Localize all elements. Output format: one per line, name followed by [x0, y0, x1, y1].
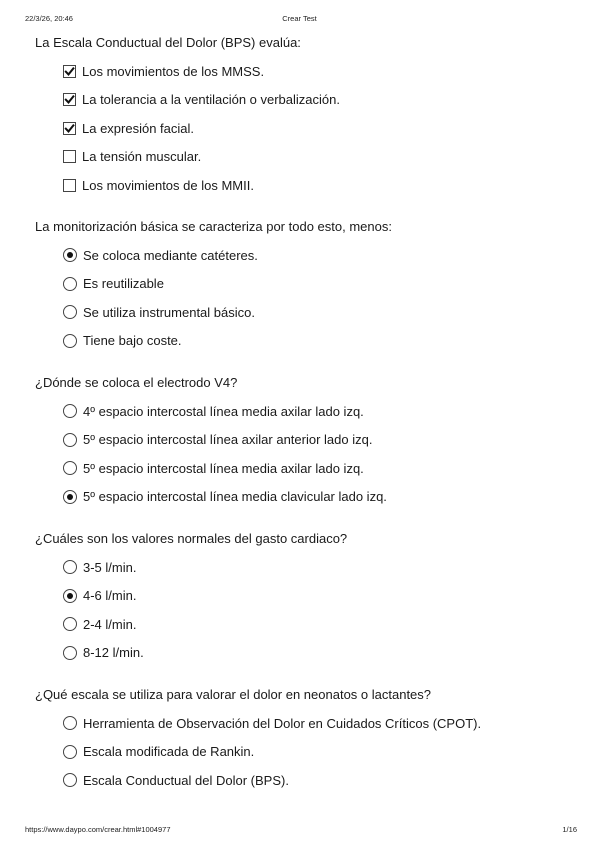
answer-option[interactable]	[63, 57, 579, 86]
radio-selected-icon[interactable]	[63, 248, 77, 262]
option-label: Los movimientos de los MMSS.	[82, 63, 265, 79]
checkbox-icon[interactable]	[63, 150, 76, 163]
option-label: 2-4 l/min.	[83, 616, 137, 632]
answer-option[interactable]	[63, 709, 579, 738]
answer-option[interactable]	[63, 738, 579, 767]
checkbox-checked-icon[interactable]	[63, 65, 76, 78]
option-label: 3-5 l/min.	[83, 559, 137, 575]
option-label: 4-6 l/min.	[83, 588, 137, 604]
radio-icon[interactable]	[63, 745, 77, 759]
question-4	[35, 531, 579, 667]
option-label: Se utiliza instrumental básico.	[83, 304, 255, 320]
checkbox-icon[interactable]	[63, 179, 76, 192]
option-label: Tiene bajo coste.	[83, 333, 182, 349]
radio-icon[interactable]	[63, 334, 77, 348]
question-text: ¿Cuáles son los valores normales del gasto cardiaco?	[35, 531, 348, 546]
question-5	[35, 687, 579, 795]
question-text: ¿Qué escala se utiliza para valorar el dolor en neonatos o lactantes?	[35, 687, 432, 702]
radio-icon[interactable]	[63, 404, 77, 418]
option-label: 8-12 l/min.	[83, 645, 144, 661]
radio-icon[interactable]	[63, 461, 77, 475]
answer-option[interactable]	[63, 610, 579, 639]
page-number: 1/16	[562, 825, 577, 834]
answer-option[interactable]	[63, 766, 579, 795]
option-label: 4º espacio intercostal línea media axilar lado izq.	[83, 403, 364, 419]
radio-icon[interactable]	[63, 617, 77, 631]
radio-icon[interactable]	[63, 646, 77, 660]
radio-icon[interactable]	[63, 277, 77, 291]
radio-selected-icon[interactable]	[63, 490, 77, 504]
option-label: Es reutilizable	[83, 276, 164, 292]
answer-option[interactable]	[63, 327, 579, 356]
checkbox-checked-icon[interactable]	[63, 93, 76, 106]
answer-option[interactable]	[63, 114, 579, 143]
option-label: 5º espacio intercostal línea media clavicular lado izq.	[83, 489, 387, 505]
radio-icon[interactable]	[63, 716, 77, 730]
question-1	[35, 35, 579, 200]
answer-option[interactable]	[63, 553, 579, 582]
answer-option[interactable]	[63, 241, 579, 270]
option-label: La tensión muscular.	[82, 149, 202, 165]
answer-option[interactable]	[63, 426, 579, 455]
option-label: 5º espacio intercostal línea media axilar lado izq.	[83, 460, 364, 476]
answer-option[interactable]	[63, 397, 579, 426]
print-datetime: 22/3/26, 20:46	[25, 14, 73, 23]
radio-icon[interactable]	[63, 560, 77, 574]
answer-option[interactable]	[63, 298, 579, 327]
radio-selected-icon[interactable]	[63, 589, 77, 603]
radio-icon[interactable]	[63, 305, 77, 319]
option-label: La tolerancia a la ventilación o verbalización.	[82, 92, 340, 108]
option-label: La expresión facial.	[82, 120, 195, 136]
question-text: La Escala Conductual del Dolor (BPS) evalúa:	[35, 35, 301, 50]
question-2	[35, 219, 579, 355]
option-label: 5º espacio intercostal línea axilar anterior lado izq.	[83, 432, 373, 448]
option-label: Herramienta de Observación del Dolor en Cuidados Críticos (CPOT).	[83, 715, 482, 731]
option-label: Escala modificada de Rankin.	[83, 744, 255, 760]
answer-option[interactable]	[63, 582, 579, 611]
radio-icon[interactable]	[63, 433, 77, 447]
answer-option[interactable]	[63, 143, 579, 172]
answer-option[interactable]	[63, 171, 579, 200]
option-label: Escala Conductual del Dolor (BPS).	[83, 772, 289, 788]
question-text: ¿Dónde se coloca el electrodo V4?	[35, 375, 238, 390]
question-3	[35, 375, 579, 511]
print-title: Crear Test	[282, 14, 317, 23]
option-label: Los movimientos de los MMII.	[82, 177, 254, 193]
answer-option[interactable]	[63, 454, 579, 483]
answer-option[interactable]	[63, 483, 579, 512]
print-url: https://www.daypo.com/crear.html#1004977	[25, 825, 171, 834]
answer-option[interactable]	[63, 86, 579, 115]
answer-option[interactable]	[63, 639, 579, 668]
checkbox-checked-icon[interactable]	[63, 122, 76, 135]
answer-option[interactable]	[63, 270, 579, 299]
radio-icon[interactable]	[63, 773, 77, 787]
question-text: La monitorización básica se caracteriza por todo esto, menos:	[35, 219, 392, 234]
option-label: Se coloca mediante catéteres.	[83, 247, 258, 263]
